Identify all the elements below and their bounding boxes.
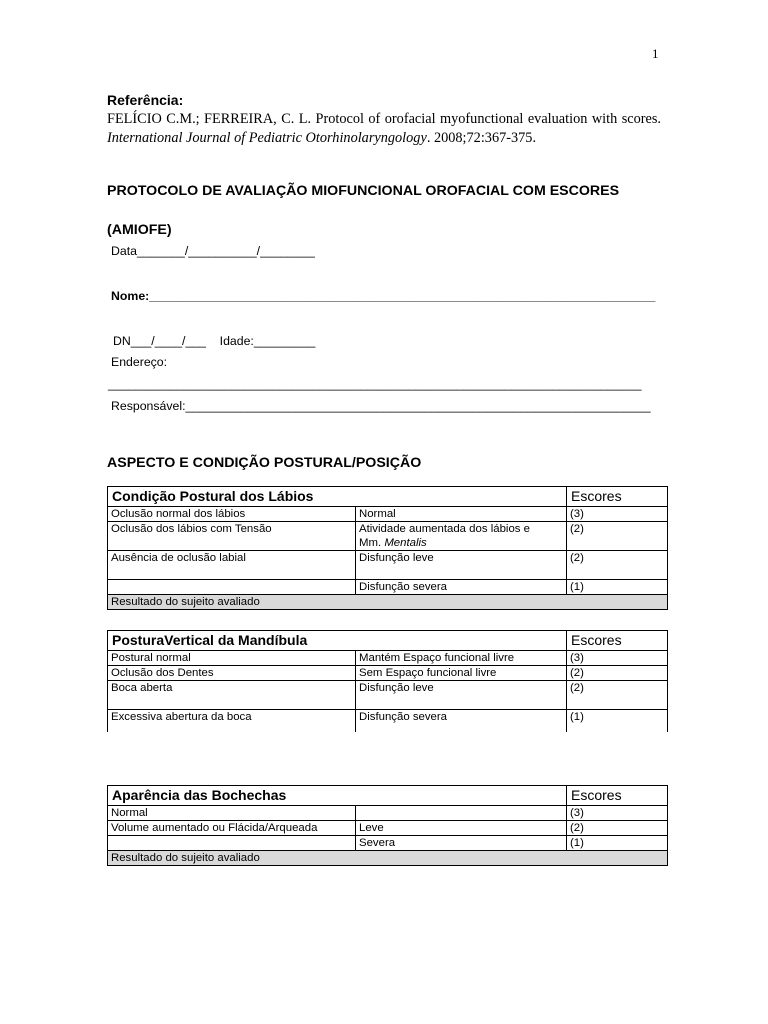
reference-journal: International Journal of Pediatric Otorhinolaryngology: [107, 130, 427, 146]
description-cell: Disfunção leve: [356, 551, 567, 580]
table-row: [108, 836, 668, 851]
score-cell: (2): [567, 522, 668, 551]
description-cell: [356, 806, 567, 821]
address-field[interactable]: ______________________________________________________________________________: [108, 377, 642, 391]
description-cell: Normal: [356, 507, 567, 522]
result-row: [108, 851, 668, 866]
condition-cell: Oclusão normal dos lábios: [108, 507, 356, 522]
result-row: [108, 595, 668, 610]
table-row: [108, 580, 668, 595]
description-cell: Severa: [356, 836, 567, 851]
result-cell[interactable]: Resultado do sujeito avaliado: [108, 595, 668, 610]
reference-title: Protocol of orofacial myofunctional evaluation with scores.: [311, 111, 661, 127]
condition-cell: Volume aumentado ou Flácida/Arqueada: [108, 821, 356, 836]
page-number: 1: [652, 46, 659, 61]
score-cell: (2): [567, 681, 668, 710]
description-line: Atividade aumentada dos lábios e: [359, 523, 530, 535]
table-row: [108, 681, 668, 710]
score-cell: (2): [567, 821, 668, 836]
description-cell: Disfunção severa: [356, 580, 567, 595]
score-cell: (1): [567, 836, 668, 851]
reference-heading: Referência:: [107, 92, 184, 108]
table-row: [108, 507, 668, 522]
table-row: [108, 821, 668, 836]
scores-header: Escores: [567, 487, 668, 507]
date-field[interactable]: Data_______/__________/________: [111, 244, 315, 258]
description-cell: Disfunção severa: [356, 710, 567, 733]
condition-cell: Oclusão dos lábios com Tensão: [108, 522, 356, 551]
description-cell: Mantém Espaço funcional livre: [356, 651, 567, 666]
table-row: [108, 710, 668, 733]
scores-header: Escores: [567, 786, 668, 806]
table-title: Aparência das Bochechas: [108, 786, 567, 806]
condition-cell: Oclusão dos Dentes: [108, 666, 356, 681]
lips-posture-table: [107, 486, 668, 610]
condition-cell: [108, 580, 356, 595]
table-title: Condição Postural dos Lábios: [108, 487, 567, 507]
score-cell: (3): [567, 806, 668, 821]
description-cell: [356, 522, 567, 551]
condition-cell: Boca aberta: [108, 681, 356, 710]
cheeks-appearance-table: [107, 785, 668, 866]
description-cell: Disfunção leve: [356, 681, 567, 710]
table-row: [108, 522, 668, 551]
description-cell: Leve: [356, 821, 567, 836]
responsible-field[interactable]: Responsável:____________________________________________________________________: [111, 399, 651, 413]
description-cell: Sem Espaço funcional livre: [356, 666, 567, 681]
protocol-title: PROTOCOLO DE AVALIAÇÃO MIOFUNCIONAL OROFACIAL COM ESCORES: [107, 183, 620, 199]
scores-header: Escores: [567, 631, 668, 651]
condition-cell: Postural normal: [108, 651, 356, 666]
table-title: PosturaVertical da Mandíbula: [108, 631, 567, 651]
condition-cell: Excessiva abertura da boca: [108, 710, 356, 733]
section-title: ASPECTO E CONDIÇÃO POSTURAL/POSIÇÃO: [107, 455, 422, 471]
score-cell: (1): [567, 580, 668, 595]
reference-citation: [107, 110, 661, 148]
score-cell: (1): [567, 710, 668, 733]
table-row: [108, 666, 668, 681]
reference-year-pages: . 2008;72:367-375.: [426, 130, 537, 146]
table-row: [108, 651, 668, 666]
table-row: [108, 551, 668, 580]
protocol-acronym: (AMIOFE): [107, 222, 172, 238]
description-italic: Mentalis: [384, 537, 427, 549]
name-field[interactable]: Nome:__________________________________________________________________________: [111, 289, 656, 303]
dob-age-field[interactable]: DN___/____/___ Idade:_________: [113, 334, 316, 348]
score-cell: (2): [567, 551, 668, 580]
score-cell: (3): [567, 507, 668, 522]
result-cell[interactable]: Resultado do sujeito avaliado: [108, 851, 668, 866]
mandible-posture-table: [107, 630, 668, 732]
reference-authors: FELÍCIO C.M.; FERREIRA, C. L.: [107, 111, 312, 127]
score-cell: (2): [567, 666, 668, 681]
description-line: Mm.: [359, 537, 385, 549]
condition-cell: Normal: [108, 806, 356, 821]
score-cell: (3): [567, 651, 668, 666]
condition-cell: Ausência de oclusão labial: [108, 551, 356, 580]
condition-cell: [108, 836, 356, 851]
address-label: Endereço:: [111, 355, 168, 369]
table-row: [108, 806, 668, 821]
